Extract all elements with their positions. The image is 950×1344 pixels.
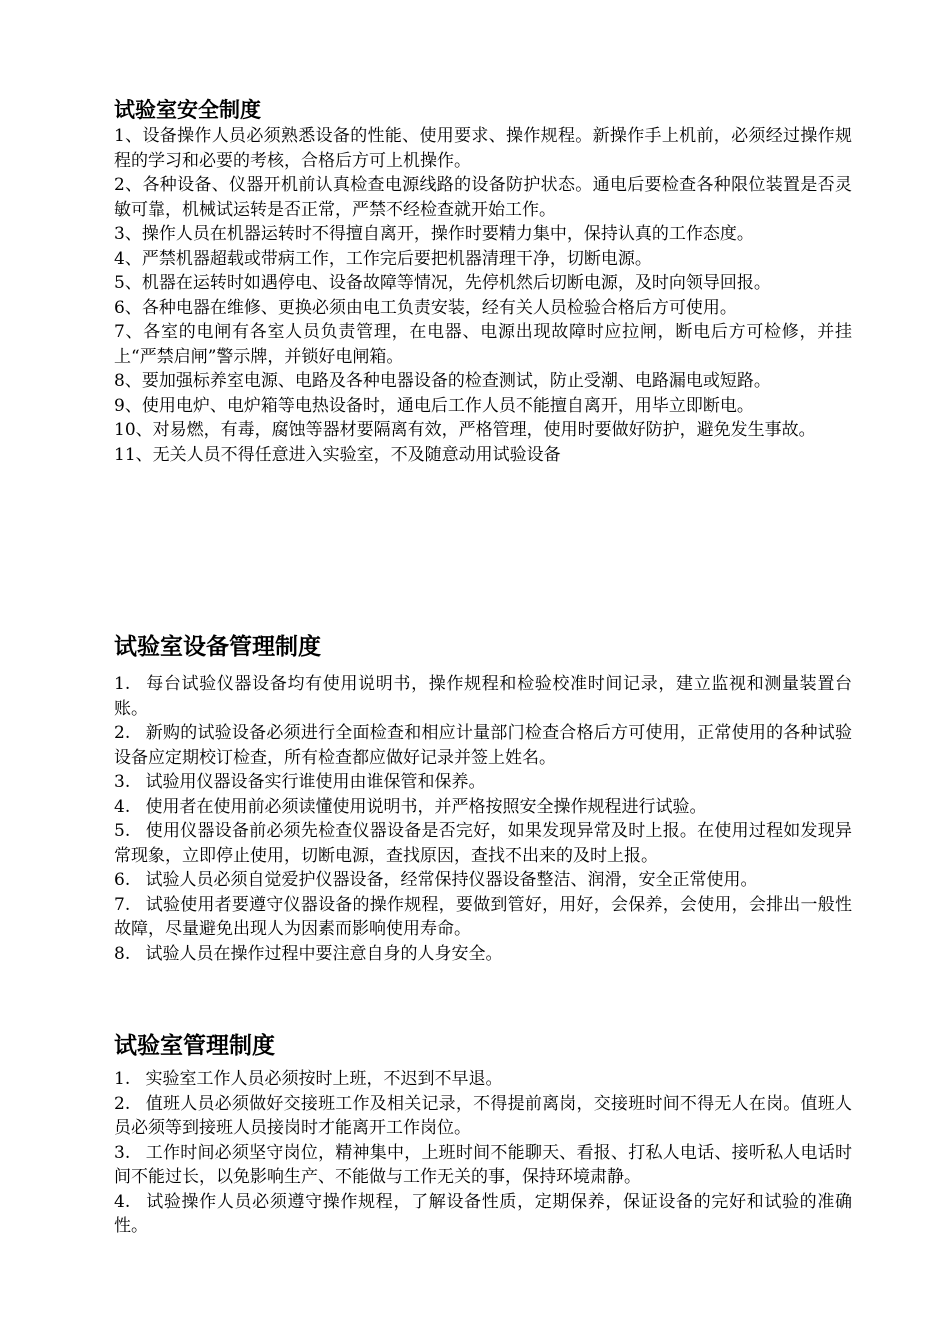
item-number: 6. bbox=[114, 870, 131, 890]
item-text: 试验使用者要遵守仪器设备的操作规程，要做到管好，用好，会保养，会使用，会排出一般性故障，尽量避免出现人为因素而影响使用寿命。 bbox=[114, 894, 852, 939]
item-text: 对易燃，有毒，腐蚀等器材要隔离有效，严格管理，使用时要做好防护，避免发生事故。 bbox=[152, 420, 816, 440]
item-number: 9、 bbox=[114, 395, 142, 416]
list-item bbox=[114, 247, 852, 272]
item-text: 各种电器在维修、更换必须由电工负责安装，经有关人员检验合格后方可使用。 bbox=[141, 297, 737, 318]
list-item bbox=[114, 893, 852, 942]
item-text: 试验用仪器设备实行谁使用由谁保管和保养。 bbox=[145, 772, 486, 792]
item-text: 使用者在使用前必须读懂使用说明书，并严格按照安全操作规程进行试验。 bbox=[145, 796, 707, 817]
list-item bbox=[114, 124, 852, 173]
item-number: 3. bbox=[114, 772, 131, 792]
item-number: 4、 bbox=[114, 248, 142, 269]
item-number: 8. bbox=[114, 943, 131, 964]
list-item bbox=[114, 795, 852, 820]
item-number: 1、 bbox=[114, 126, 143, 146]
item-text: 要加强标养室电源、电路及各种电器设备的检查测试，防止受潮、电路漏电或短路。 bbox=[141, 371, 771, 391]
item-text: 严禁机器超载或带病工作，工作完后要把机器清理干净，切断电源。 bbox=[141, 248, 652, 269]
section-title: 试验室安全制度 bbox=[114, 98, 261, 122]
item-number: 1. bbox=[114, 1069, 131, 1089]
item-number: 1. bbox=[114, 674, 131, 694]
item-number: 8、 bbox=[114, 371, 142, 391]
item-number: 3、 bbox=[114, 224, 142, 244]
section-title: 试验室设备管理制度 bbox=[114, 634, 321, 660]
item-text: 各种设备、仪器开机前认真检查电源线路的设备防护状态。通电后要检查各种限位装置是否灵敏可靠，机械试运转是否正常，严禁不经检查就开始工作。 bbox=[114, 175, 852, 220]
item-number: 4. bbox=[114, 796, 131, 817]
list-item bbox=[114, 819, 852, 868]
item-text: 试验人员必须自觉爱护仪器设备，经常保持仪器设备整洁、润滑，安全正常使用。 bbox=[145, 870, 758, 890]
list-item bbox=[114, 1092, 852, 1141]
list-item bbox=[114, 942, 852, 967]
section-lab-management bbox=[114, 1029, 852, 1239]
list-item bbox=[114, 672, 852, 721]
item-number: 6、 bbox=[114, 297, 142, 318]
list-item bbox=[114, 271, 852, 296]
list-item bbox=[114, 868, 852, 893]
item-number: 2、 bbox=[114, 175, 143, 195]
item-text: 新购的试验设备必须进行全面检查和相应计量部门检查合格后方可使用，正常使用的各种试验设备应定期校订检查，所有检查都应做好记录并签上姓名。 bbox=[114, 723, 852, 768]
item-number: 7、 bbox=[114, 322, 144, 342]
item-text: 使用电炉、电炉箱等电热设备时，通电后工作人员不能擅自离开，用毕立即断电。 bbox=[141, 395, 754, 416]
list-item bbox=[114, 320, 852, 369]
item-number: 10、 bbox=[114, 420, 153, 440]
list-item bbox=[114, 222, 852, 247]
item-text: 每台试验仪器设备均有使用说明书，操作规程和检验校准时间记录，建立监视和测量装置台账。 bbox=[114, 674, 852, 719]
list-item bbox=[114, 1067, 852, 1092]
list-item bbox=[114, 443, 852, 468]
item-text: 各室的电闸有各室人员负责管理，在电器、电源出现故障时应拉闸，断电后方可检修，并挂上“严禁启闸”警示牌，并锁好电闸箱。 bbox=[114, 322, 852, 367]
item-number: 4. bbox=[114, 1191, 131, 1212]
item-text: 设备操作人员必须熟悉设备的性能、使用要求、操作规程。新操作手上机前，必须经过操作规程的学习和必要的考核，合格后方可上机操作。 bbox=[114, 126, 852, 171]
section-safety-rules bbox=[114, 96, 852, 467]
item-text: 机器在运转时如遇停电、设备故障等情况，先停机然后切断电源，及时向领导回报。 bbox=[141, 273, 771, 293]
item-text: 试验人员在操作过程中要注意自身的人身安全。 bbox=[145, 943, 503, 964]
list-item bbox=[114, 1141, 852, 1190]
item-number: 2. bbox=[114, 723, 131, 743]
list-item bbox=[114, 1190, 852, 1239]
list-item bbox=[114, 721, 852, 770]
item-text: 使用仪器设备前必须先检查仪器设备是否完好，如果发现异常及时上报。在使用过程如发现异常现象，立即停止使用，切断电源，查找原因，查找不出来的及时上报。 bbox=[114, 821, 852, 866]
item-number: 3. bbox=[114, 1142, 131, 1163]
item-number: 5. bbox=[114, 821, 131, 841]
list-item bbox=[114, 770, 852, 795]
item-text: 实验室工作人员必须按时上班，不迟到不早退。 bbox=[145, 1069, 503, 1089]
section-title: 试验室管理制度 bbox=[114, 1033, 275, 1059]
item-text: 试验操作人员必须遵守操作规程，了解设备性质，定期保养，保证设备的完好和试验的准确性。 bbox=[114, 1191, 852, 1236]
section-equipment-management bbox=[114, 630, 852, 966]
list-item bbox=[114, 296, 852, 321]
list-item bbox=[114, 418, 852, 443]
item-number: 7. bbox=[114, 894, 131, 915]
item-text: 工作时间必须坚守岗位，精神集中，上班时间不能聊天、看报、打私人电话、接听私人电话时间不能过长，以免影响生产、不能做与工作无关的事，保持环境肃静。 bbox=[114, 1142, 852, 1187]
item-number: 5、 bbox=[114, 273, 142, 293]
item-text: 值班人员必须做好交接班工作及相关记录，不得提前离岗，交接班时间不得无人在岗。值班人员必须等到接班人员接岗时才能离开工作岗位。 bbox=[114, 1093, 852, 1138]
item-text: 无关人员不得任意进入实验室，不及随意动用试验设备 bbox=[152, 444, 561, 465]
item-text: 操作人员在机器运转时不得擅自离开，操作时要精力集中，保持认真的工作态度。 bbox=[141, 224, 754, 244]
list-item bbox=[114, 369, 852, 394]
list-item bbox=[114, 394, 852, 419]
item-number: 2. bbox=[114, 1093, 131, 1114]
item-number: 11、 bbox=[114, 444, 153, 465]
list-item bbox=[114, 173, 852, 222]
